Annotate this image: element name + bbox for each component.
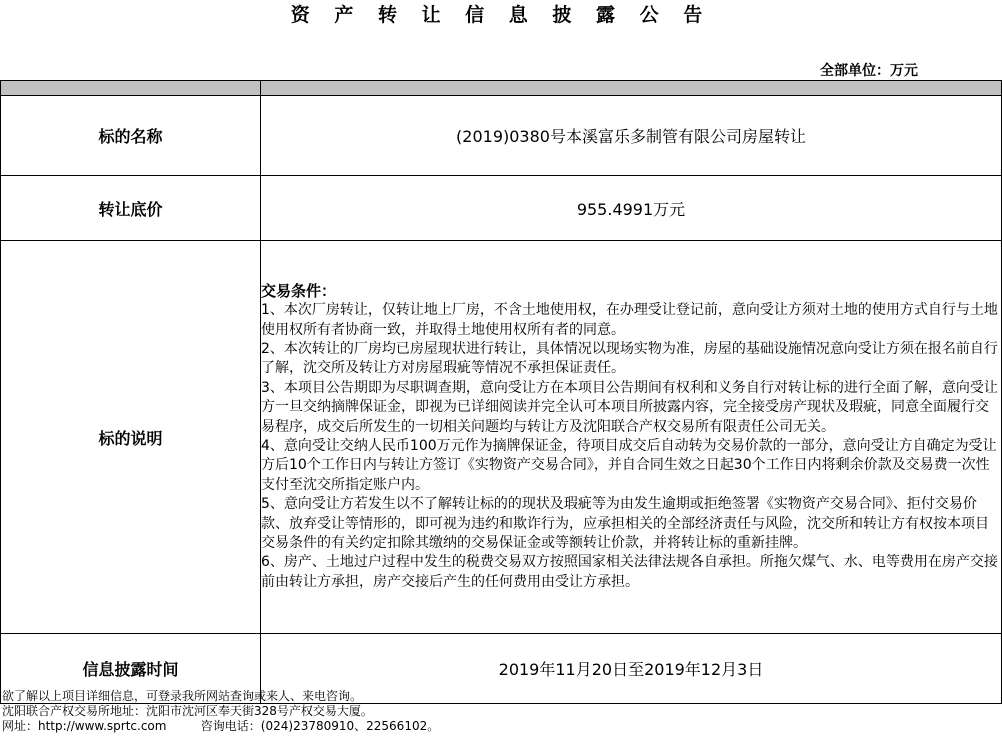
desc-item-2: 2、本次转让的厂房均已房屋现状进行转让，具体情况以现场实物为准，房屋的基础设施情况意向受让方须在报名前自行了解，沈交所及转让方对房屋瑕疵等情况不承担保证责任。 [261,340,998,377]
row-price [1,176,1002,241]
desc-item-3: 3、本项目公告期即为尽职调查期，意向受让方在本项目公告期间有权利和义务自行对转让标的进行全面了解，意向受让方一旦交纳摘牌保证金，即视为已详细阅读并完全认可本项目所披露内容，完全接受房产现状及瑕疵，同意全面履行交易程序，成交后所发生的一切相关问题均与转让方及沈阳联合产权交易所有限责任公司无关。 [261,379,998,435]
row-price-label: 转让底价 [1,176,261,241]
row-name [1,96,1002,176]
page-title: 资 产 转 让 信 息 披 露 公 告 [290,4,712,26]
row-desc-content [261,241,1002,634]
header-cell-right [261,81,1002,96]
header-cell-left [1,81,261,96]
desc-item-4: 4、意向受让交纳人民币100万元作为摘牌保证金，待项目成交后自动转为交易价款的一部分，意向受让方自确定为受让方后10个工作日内与转让方签订《实物资产交易合同》，并自合同生效之日起30个工作日内将剩余价款及交易费一次性支付至沈交所指定账户内。 [261,438,997,493]
footer [2,689,1000,734]
row-time-label: 信息披露时间 [1,634,261,704]
row-price-value: 955.4991万元 [261,176,1002,241]
desc-item-1: 1、本次厂房转让，仅转让地上厂房，不含土地使用权，在办理受让登记前，意向受让方须对土地的使用方式自行与土地使用权所有者协商一致，并取得土地使用权所有者的同意。 [261,302,998,338]
row-desc-label: 标的说明 [1,241,261,634]
row-name-label: 标的名称 [1,96,261,176]
footer-line-1: 欲了解以上项目详细信息，可登录我所网站查询或来人、来电咨询。 [2,689,363,703]
row-name-value: (2019)0380号本溪富乐多制管有限公司房屋转让 [261,96,1002,176]
disclosure-table [0,80,1002,704]
desc-item-5: 5、意向受让方若发生以不了解转让标的的现状及瑕疵等为由发生逾期或拒绝签署《实物资产交易合同》、拒付交易价款、放弃受让等情形的，即可视为违约和欺诈行为，应承担相关的全部经济责任与风险，沈交所和转让方有权按本项目交易条件的有关约定扣除其缴纳的交易保证金或等额转让价款，并将转让标的重新挂牌。 [261,496,989,552]
row-desc [1,241,1002,634]
row-time-value: 2019年11月20日至2019年12月3日 [261,634,1002,704]
unit-label: 全部单位：万元 [820,63,918,79]
footer-line-2: 沈阳联合产权交易所地址：沈阳市沈河区奉天街328号产权交易大厦。 [2,704,373,718]
table-header-row [1,81,1002,96]
footer-line-3: 网址：http://www.sprtc.com 咨询电话：(024)23780910、22566102。 [2,719,440,733]
desc-heading: 交易条件： [261,281,337,300]
desc-item-6: 6、房产、土地过户过程中发生的税费交易双方按照国家相关法律法规各自承担。所拖欠煤气、水、电等费用在房产交接前由转让方承担，房产交接后产生的任何费用由受让方承担。 [261,554,998,590]
